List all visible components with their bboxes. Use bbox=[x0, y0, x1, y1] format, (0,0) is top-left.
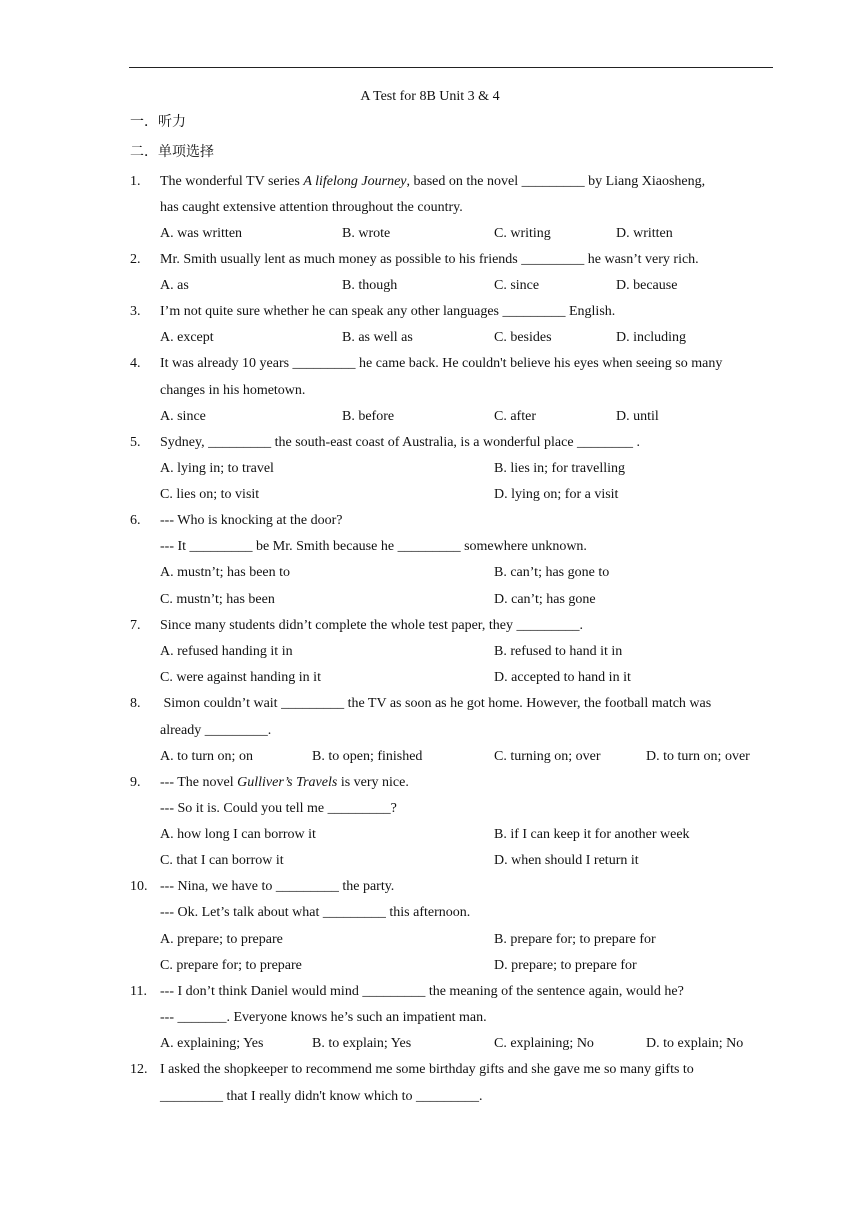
novel-title: A lifelong Journey bbox=[303, 174, 407, 189]
question-stem: Sydney, _________ the south-east coast of Australia, is a wonderful place ________ . bbox=[160, 435, 641, 450]
option-d: D. can’t; has gone bbox=[494, 592, 596, 607]
option-d: D. including bbox=[616, 330, 686, 345]
novel-title: Gulliver’s Travels bbox=[237, 775, 338, 790]
option-b: B. wrote bbox=[342, 226, 391, 241]
option-d: D. lying on; for a visit bbox=[494, 487, 619, 502]
option-d: D. to explain; No bbox=[646, 1036, 744, 1051]
question-number: 12. bbox=[130, 1062, 148, 1077]
question-number: 3. bbox=[130, 304, 141, 319]
question-stem: already _________. bbox=[160, 723, 272, 738]
option-a: A. explaining; Yes bbox=[160, 1036, 264, 1051]
option-c: C. were against handing in it bbox=[160, 670, 321, 685]
option-c: C. turning on; over bbox=[494, 749, 601, 764]
option-a: A. was written bbox=[160, 226, 243, 241]
question-stem: Simon couldn’t wait _________ the TV as soon as he got home. However, the football match was bbox=[160, 696, 712, 711]
question-number: 11. bbox=[130, 984, 147, 999]
dialogue-line: --- Who is knocking at the door? bbox=[160, 513, 343, 528]
question-stem: changes in his hometown. bbox=[160, 383, 306, 398]
question-number: 4. bbox=[130, 356, 141, 371]
option-a: A. prepare; to prepare bbox=[160, 932, 283, 947]
option-d: D. prepare; to prepare for bbox=[494, 958, 637, 973]
dialogue-line: --- _______. Everyone knows he’s such an impatient man. bbox=[160, 1010, 487, 1025]
dialogue-line bbox=[160, 776, 409, 790]
question-number: 9. bbox=[130, 775, 141, 790]
dialogue-text: is very nice. bbox=[337, 775, 409, 790]
option-b: B. to explain; Yes bbox=[312, 1036, 412, 1051]
dialogue-line: --- Ok. Let’s talk about what _________ this afternoon. bbox=[160, 905, 471, 920]
question-stem: I asked the shopkeeper to recommend me some birthday gifts and she gave me so many gifts to bbox=[160, 1062, 694, 1077]
option-c: C. prepare for; to prepare bbox=[160, 958, 302, 973]
option-a: A. how long I can borrow it bbox=[160, 827, 316, 842]
section-listening-heading: 一．听力 bbox=[130, 115, 186, 130]
option-a: A. since bbox=[160, 409, 206, 424]
option-b: B. though bbox=[342, 278, 398, 293]
question-stem: Mr. Smith usually lent as much money as possible to his friends _________ he wasn’t very rich. bbox=[160, 252, 699, 267]
question-number: 5. bbox=[130, 435, 141, 450]
option-b: B. as well as bbox=[342, 330, 413, 345]
dialogue-line: --- Nina, we have to _________ the party. bbox=[160, 879, 395, 894]
option-c: C. lies on; to visit bbox=[160, 487, 260, 502]
document-title: A Test for 8B Unit 3 & 4 bbox=[360, 89, 500, 104]
option-c: C. since bbox=[494, 278, 540, 293]
option-c: C. mustn’t; has been bbox=[160, 592, 275, 607]
option-d: D. because bbox=[616, 278, 678, 293]
option-d: D. written bbox=[616, 226, 673, 241]
stem-text: , based on the novel _________ by Liang Xiaosheng, bbox=[406, 174, 706, 189]
question-stem: Since many students didn’t complete the whole test paper, they _________. bbox=[160, 618, 583, 633]
option-a: A. mustn’t; has been to bbox=[160, 565, 291, 580]
question-stem: _________ that I really didn't know which to _________. bbox=[160, 1089, 483, 1104]
header-rule bbox=[129, 67, 773, 68]
option-b: B. if I can keep it for another week bbox=[494, 827, 690, 842]
question-number: 10. bbox=[130, 879, 148, 894]
option-a: A. to turn on; on bbox=[160, 749, 253, 764]
option-b: B. before bbox=[342, 409, 395, 424]
question-number: 2. bbox=[130, 252, 141, 267]
option-b: B. lies in; for travelling bbox=[494, 461, 626, 476]
option-c: C. after bbox=[494, 409, 536, 424]
stem-text: The wonderful TV series bbox=[160, 174, 304, 189]
dialogue-line: --- So it is. Could you tell me _________? bbox=[160, 801, 397, 816]
question-stem: I’m not quite sure whether he can speak any other languages _________ English. bbox=[160, 304, 616, 319]
option-c: C. explaining; No bbox=[494, 1036, 594, 1051]
option-c: C. besides bbox=[494, 330, 552, 345]
dialogue-line: --- I don’t think Daniel would mind _________ the meaning of the sentence again, would he? bbox=[160, 984, 684, 999]
option-d: D. until bbox=[616, 409, 659, 424]
question-stem: It was already 10 years _________ he came back. He couldn't believe his eyes when seeing so many bbox=[160, 356, 723, 371]
question-number: 7. bbox=[130, 618, 141, 633]
dialogue-text: --- The novel bbox=[160, 775, 238, 790]
section-multiple-choice-heading: 二．单项选择 bbox=[130, 145, 214, 160]
option-a: A. as bbox=[160, 278, 189, 293]
option-a: A. lying in; to travel bbox=[160, 461, 274, 476]
dialogue-line: --- It _________ be Mr. Smith because he _________ somewhere unknown. bbox=[160, 539, 587, 554]
question-number: 1. bbox=[130, 174, 141, 189]
option-a: A. except bbox=[160, 330, 214, 345]
question-stem: has caught extensive attention throughout the country. bbox=[160, 200, 463, 215]
option-b: B. refused to hand it in bbox=[494, 644, 623, 659]
option-b: B. prepare for; to prepare for bbox=[494, 932, 656, 947]
option-c: C. that I can borrow it bbox=[160, 853, 284, 868]
option-b: B. to open; finished bbox=[312, 749, 423, 764]
question-number: 8. bbox=[130, 696, 141, 711]
option-a: A. refused handing it in bbox=[160, 644, 293, 659]
option-c: C. writing bbox=[494, 226, 551, 241]
option-d: D. to turn on; over bbox=[646, 749, 750, 764]
option-d: D. when should I return it bbox=[494, 853, 639, 868]
option-d: D. accepted to hand in it bbox=[494, 670, 631, 685]
question-number: 6. bbox=[130, 513, 141, 528]
option-b: B. can’t; has gone to bbox=[494, 565, 610, 580]
question-stem bbox=[160, 175, 705, 189]
